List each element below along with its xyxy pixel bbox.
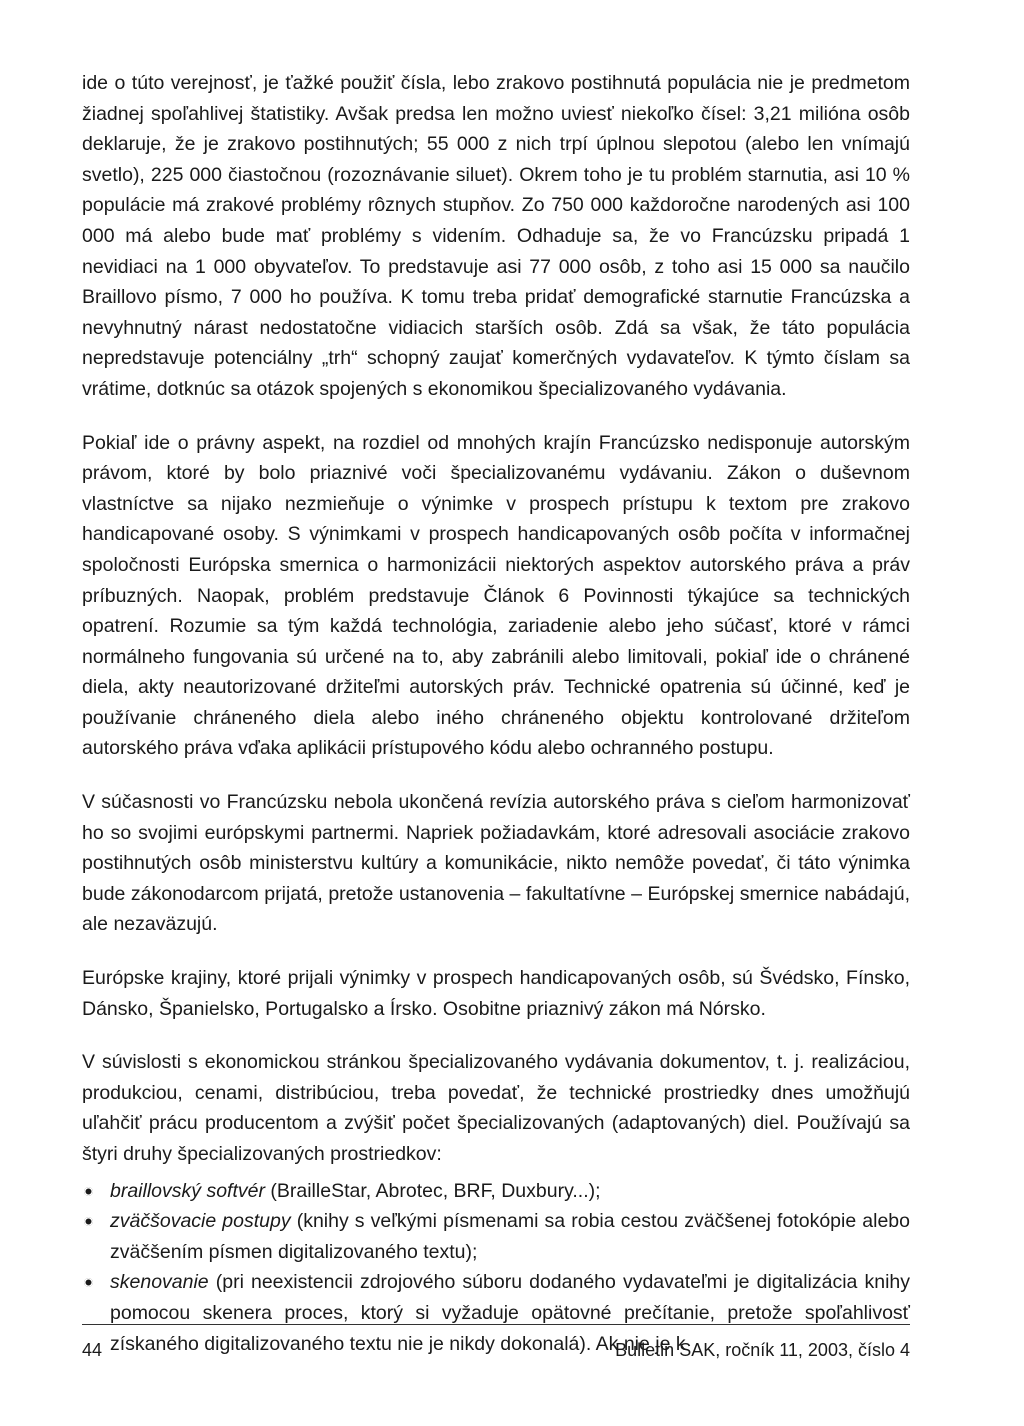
paragraph-statistics: ide o túto verejnosť, je ťažké použiť čísla, lebo zrakovo postihnutá populácia nie je predmetom žiadnej spoľahlivej štatistiky. Avšak predsa len možno uviesť niekoľko čísel: 3,21 milióna osôb deklaruje, že je zrakovo postihnutých; 55 000 z nich trpí úplnou slepotou (alebo len vnímajú svetlo), 225 000 čiastočnou (rozoznávanie siluet). Okrem toho je tu problém starnutia, asi 10 % populácie má zrakové problémy rôznych stupňov. Zo 750 000 každoročne narodených asi 100 000 má alebo bude mať problémy s videním. Odhaduje sa, že vo Francúzsku pripadá 1 nevidiaci na 1 000 obyvateľov. To predstavuje asi 77 000 osôb, z toho asi 15 000 sa naučilo Braillovo písmo, 7 000 ho používa. K tomu treba pridať demografické starnutie Francúzska a nevyhnutný nárast nedostatočne vidiacich starších osôb. Zdá sa však, že táto populácia nepredstavuje potenciálny „trh“ schopný zaujať komerčných vydavateľov. K týmto číslam sa vrátime, dotknúc sa otázok spojených s ekonomikou špecializovaného vydávania.: [82, 72, 910, 400]
list-item-text: (knihy s veľkými písmenami sa robia cestou zväčšenej fotokópie alebo zväčšením písmen digitalizovaného textu);: [110, 1210, 910, 1263]
list-item-term: zväčšovacie postupy: [110, 1210, 291, 1233]
page-body: [82, 68, 910, 1359]
page-footer: [82, 1340, 910, 1361]
bullet-icon: [84, 1217, 93, 1226]
list-item-text: (BrailleStar, Abrotec, BRF, Duxbury...);: [264, 1179, 601, 1202]
list-item: [82, 1206, 910, 1267]
list-item: [82, 1176, 910, 1207]
paragraph-european-countries: Európske krajiny, ktoré prijali výnimky v prospech handicapovaných osôb, sú Švédsko, Fínsko, Dánsko, Španielsko, Portugalsko a Írsko. Osobitne priaznivý zákon má Nórsko.: [82, 967, 910, 1020]
list-item-text: (pri neexistencii zdrojového súboru dodaného vydavateľmi je digitalizácia knihy pomocou skenera proces, ktorý si vyžaduje opätovné prečítanie, pretože spoľahlivosť získaného digitalizovaného textu nie je nikdy dokonalá). Ak nie je k: [110, 1271, 910, 1355]
bullet-icon: [84, 1187, 93, 1196]
page-number: 44: [82, 1340, 103, 1360]
publication-info: Bulletin SAK, ročník 11, 2003, číslo 4: [615, 1340, 910, 1360]
paragraph-economic-aspect: V súvislosti s ekonomickou stránkou špecializovaného vydávania dokumentov, t. j. realizáciou, produkciou, cenami, distribúciou, treba povedať, že technické prostriedky dnes umožňujú uľahčiť prácu producentom a zvýšiť počet špecializovaných (adaptovaných) diel. Používajú sa štyri druhy špecializovaných prostriedkov:: [82, 1051, 910, 1165]
bullet-icon: [84, 1278, 93, 1287]
paragraph-copyright-revision: V súčasnosti vo Francúzsku nebola ukončená revízia autorského práva s cieľom harmonizovať ho so svojimi európskymi partnermi. Napriek požiadavkám, ktoré adresovali asociácie zrakovo postihnutých osôb ministerstvu kultúry a komunikácie, nikto nemôže povedať, či táto výnimka bude zákonodarcom prijatá, pretože ustanovenia – fakultatívne – Európskej smernice nabádajú, ale nezaväzujú.: [82, 791, 910, 936]
means-list: [82, 1176, 910, 1360]
list-item-term: braillovský softvér: [110, 1179, 265, 1202]
footer-divider: [82, 1324, 910, 1325]
paragraph-legal-aspect: Pokiaľ ide o právny aspekt, na rozdiel od mnohých krajín Francúzsko nedisponuje autorským právom, ktoré by bolo priaznivé voči špecializovanému vydávaniu. Zákon o duševnom vlastníctve sa nijako nezmieňuje o výnimke v prospech prístupu k textom pre zrakovo handicapované osoby. S výnimkami v prospech handicapovaných osôb počíta v informačnej spoločnosti Európska smernica o harmonizácii niektorých aspektov autorského práva a práv príbuzných. Naopak, problém predstavuje Článok 6 Povinnosti týkajúce sa technických opatrení. Rozumie sa tým každá technológia, zariadenie alebo jeho súčasť, ktoré v rámci normálneho fungovania sú určené na to, aby zabránili alebo limitovali, pokiaľ ide o chránené diela, akty neautorizované držiteľmi autorských práv. Technické opatrenia sú účinné, keď je používanie chráneného diela alebo iného chráneného objektu kontrolované držiteľom autorského práva vďaka aplikácii prístupového kódu alebo ochranného postupu.: [82, 431, 910, 760]
list-item-term: skenovanie: [110, 1271, 209, 1294]
